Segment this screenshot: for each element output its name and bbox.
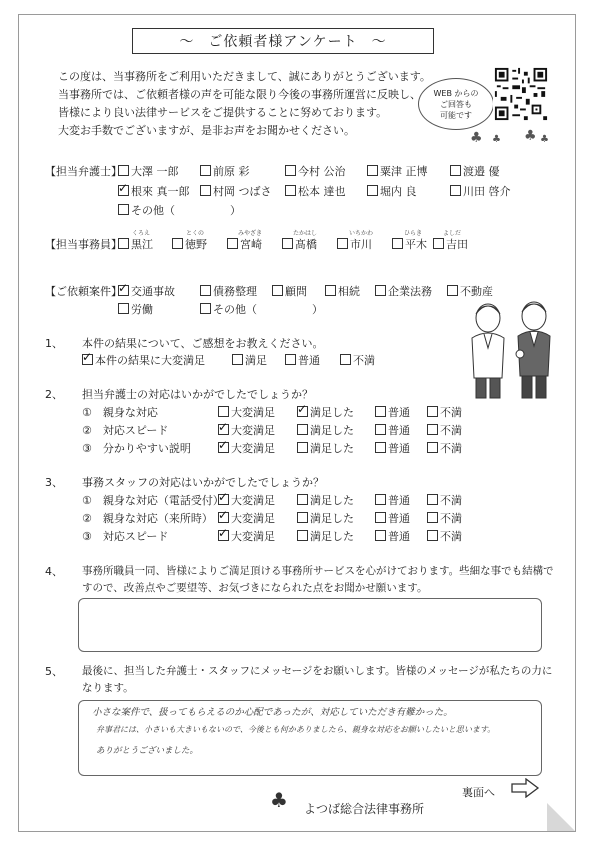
- staff-section-label: 【担当事務員】: [45, 238, 122, 251]
- checkbox[interactable]: [375, 285, 386, 296]
- checkbox[interactable]: [447, 285, 458, 296]
- handwritten-answer: ありがとうございました。: [96, 746, 199, 756]
- q3-option[interactable]: 満足した: [297, 492, 354, 508]
- q3-row-label: ② 親身な対応（来所時）: [82, 512, 213, 525]
- checkbox[interactable]: [200, 165, 211, 176]
- checkbox-checked[interactable]: [218, 512, 229, 523]
- ruby-text: みやざき: [238, 230, 263, 237]
- case-option[interactable]: 債務整理: [200, 283, 257, 299]
- question-text: すので、改善点やご要望等、お気づきになられた点をお聞かせ願います。: [82, 582, 428, 594]
- clover-icon: ♣: [492, 134, 501, 145]
- checkbox[interactable]: [297, 512, 308, 523]
- ruby-text: たかはし: [293, 230, 318, 237]
- q2-option[interactable]: 普通: [375, 404, 410, 420]
- clover-logo-icon: ♣: [270, 788, 288, 812]
- case-option[interactable]: 顧問: [272, 283, 307, 299]
- checkbox[interactable]: [375, 406, 386, 417]
- ruby-text: とくの: [186, 230, 205, 237]
- q3-option[interactable]: 普通: [375, 528, 410, 544]
- case-option[interactable]: 不動産: [447, 283, 493, 299]
- checkbox[interactable]: [427, 424, 438, 435]
- checkbox[interactable]: [367, 165, 378, 176]
- checkbox[interactable]: [427, 406, 438, 417]
- clover-icon: ♣: [470, 130, 483, 146]
- checkbox[interactable]: [282, 238, 293, 249]
- checkbox[interactable]: [297, 442, 308, 453]
- q2-option[interactable]: 不満: [427, 440, 462, 456]
- checkbox[interactable]: [285, 185, 296, 196]
- lawyer-option[interactable]: 大澤 一郎: [118, 163, 179, 179]
- checkbox[interactable]: [325, 285, 336, 296]
- question-text: 担当弁護士の対応はいかがでしたでしょうか？: [82, 388, 313, 401]
- staff-option[interactable]: 宮崎: [227, 236, 262, 252]
- checkbox[interactable]: [297, 494, 308, 505]
- lawyer-option[interactable]: 今村 公治: [285, 163, 346, 179]
- lawyers-illustration: [462, 298, 562, 400]
- question-text: なります。: [82, 682, 134, 694]
- checkbox[interactable]: [392, 238, 403, 249]
- q2-row-label: ③ 分かりやすい説明: [82, 442, 191, 455]
- staff-option[interactable]: 徳野: [172, 236, 207, 252]
- lawyer-option[interactable]: 松本 達也: [285, 183, 346, 199]
- question-number: 1、: [45, 337, 63, 350]
- q3-option[interactable]: 不満: [427, 510, 462, 526]
- q3-option[interactable]: ✓ 大変満足: [218, 510, 275, 526]
- checkbox[interactable]: [200, 285, 211, 296]
- question-number: 3、: [45, 476, 63, 489]
- q1-option[interactable]: 普通: [285, 352, 320, 368]
- clover-icon: ♣: [540, 134, 549, 145]
- checkbox-checked[interactable]: [118, 185, 129, 196]
- case-option-other[interactable]: その他（ ）: [200, 301, 323, 317]
- question-number: 5、: [45, 665, 63, 678]
- q2-option[interactable]: ✓ 大変満足: [218, 440, 275, 456]
- checkbox[interactable]: [118, 165, 129, 176]
- q3-row-label: ③ 対応スピード: [82, 530, 169, 543]
- q2-option[interactable]: 不満: [427, 404, 462, 420]
- qr-code[interactable]: [493, 66, 549, 122]
- checkbox-checked[interactable]: [218, 530, 229, 541]
- checkbox[interactable]: [450, 185, 461, 196]
- ruby-text: いちかわ: [349, 230, 374, 237]
- checkbox[interactable]: [427, 494, 438, 505]
- checkbox[interactable]: [375, 442, 386, 453]
- q1-option[interactable]: 不満: [340, 352, 375, 368]
- checkbox[interactable]: [375, 512, 386, 523]
- staff-option[interactable]: 平木: [392, 236, 427, 252]
- checkbox[interactable]: [218, 406, 229, 417]
- checkbox-checked[interactable]: [218, 424, 229, 435]
- checkbox[interactable]: [375, 424, 386, 435]
- web-answer-bubble: WEB からの ご回答も 可能です: [418, 78, 494, 130]
- q3-option[interactable]: ✓ 大変満足: [218, 492, 275, 508]
- case-option[interactable]: ✓ 交通事故: [118, 283, 175, 299]
- q2-option[interactable]: 普通: [375, 422, 410, 438]
- checkbox[interactable]: [118, 303, 129, 314]
- checkbox-checked[interactable]: [297, 406, 308, 417]
- checkbox[interactable]: [427, 442, 438, 453]
- checkbox[interactable]: [427, 530, 438, 541]
- q2-row-label: ② 対応スピード: [82, 424, 169, 437]
- checkbox[interactable]: [272, 285, 283, 296]
- checkbox[interactable]: [118, 238, 129, 249]
- checkbox[interactable]: [172, 238, 183, 249]
- handwritten-answer: 小さな案件で、扱ってもらえるのか心配であったが、対応していただき有難かった。: [92, 707, 453, 718]
- q2-option[interactable]: 大変満足: [218, 404, 275, 420]
- q3-option[interactable]: ✓ 大変満足: [218, 528, 275, 544]
- question-text: 本件の結果について、ご感想をお教えください。: [82, 337, 324, 350]
- question-text: 事務スタッフの対応はいかがでしたでしょうか？: [82, 476, 324, 489]
- question-text: 最後に、担当した弁護士・スタッフにメッセージをお願いします。皆様のメッセージが私たちの力に: [82, 665, 553, 677]
- intro-text: この度は、当事務所をご利用いただきまして、誠にありがとうございます。 当事務所では、ご依頼者様の声を可能な限り今後の事務所運営に反映し、 皆様により良い法律サービスをご提供することに努めております。 大変お手数でございますが、是非お声をお聞かせください。: [58, 70, 431, 137]
- case-option[interactable]: 企業法務: [375, 283, 432, 299]
- checkbox[interactable]: [285, 354, 296, 365]
- q2-option[interactable]: ✓ 大変満足: [218, 422, 275, 438]
- office-name: よつば総合法律事務所: [304, 802, 425, 816]
- checkbox[interactable]: [232, 354, 243, 365]
- question-number: 4、: [45, 565, 63, 578]
- checkbox[interactable]: [118, 204, 129, 215]
- lawyer-option[interactable]: 堀内 良: [367, 183, 417, 199]
- case-option[interactable]: 労働: [118, 301, 153, 317]
- checkbox-checked[interactable]: [218, 442, 229, 453]
- checkbox[interactable]: [337, 238, 348, 249]
- q2-option[interactable]: 不満: [427, 422, 462, 438]
- lawyer-option[interactable]: 村岡 つばさ: [200, 183, 272, 199]
- ruby-text: よしだ: [443, 230, 462, 237]
- lawyer-option[interactable]: ✓根來 真一郎: [118, 183, 190, 199]
- q4-answer-box[interactable]: [78, 598, 542, 652]
- q3-option[interactable]: 満足した: [297, 528, 354, 544]
- q3-option[interactable]: 不満: [427, 492, 462, 508]
- q2-option[interactable]: 普通: [375, 440, 410, 456]
- q3-option[interactable]: 普通: [375, 510, 410, 526]
- question-number: 2、: [45, 388, 63, 401]
- q2-row-label: ① 親身な対応: [82, 406, 158, 419]
- staff-option[interactable]: 髙橋: [282, 236, 317, 252]
- page-title: 〜 ご依頼者様アンケート 〜: [132, 28, 434, 54]
- case-option[interactable]: 相続: [325, 283, 360, 299]
- checkbox[interactable]: [450, 165, 461, 176]
- checkbox[interactable]: [433, 238, 444, 249]
- staff-option[interactable]: 市川: [337, 236, 372, 252]
- checkbox[interactable]: [375, 494, 386, 505]
- checkbox-checked[interactable]: [218, 494, 229, 505]
- checkbox[interactable]: [297, 424, 308, 435]
- back-page-label: 裏面へ: [462, 786, 495, 799]
- q3-row-label: ① 親身な対応（電話受付）: [82, 494, 224, 507]
- checkbox[interactable]: [367, 185, 378, 196]
- lawyer-option-other[interactable]: その他（ ）: [118, 202, 241, 218]
- q1-option[interactable]: ✓本件の結果に大変満足: [82, 352, 205, 368]
- checkbox[interactable]: [285, 165, 296, 176]
- checkbox[interactable]: [227, 238, 238, 249]
- arrow-right-icon: [510, 778, 540, 798]
- q3-option[interactable]: 不満: [427, 528, 462, 544]
- checkbox[interactable]: [340, 354, 351, 365]
- q2-option[interactable]: 満足した: [297, 422, 354, 438]
- checkbox[interactable]: [200, 303, 211, 314]
- staff-option[interactable]: 吉田: [433, 236, 468, 252]
- question-text: 事務所職員一同、皆様によりご満足頂ける事務所サービスを心がけております。些細な事でも結構で: [82, 565, 554, 577]
- checkbox[interactable]: [375, 530, 386, 541]
- clover-icon: ♣: [524, 128, 537, 144]
- page-fold: [547, 803, 575, 831]
- staff-option[interactable]: 黒江: [118, 236, 153, 252]
- lawyer-option[interactable]: 川田 啓介: [450, 183, 511, 199]
- q3-option[interactable]: 普通: [375, 492, 410, 508]
- lawyer-option[interactable]: 前原 彩: [200, 163, 250, 179]
- q3-option[interactable]: 満足した: [297, 510, 354, 526]
- q2-option[interactable]: 満足した: [297, 440, 354, 456]
- checkbox[interactable]: [200, 185, 211, 196]
- lawyer-option[interactable]: 渡邉 優: [450, 163, 500, 179]
- ruby-text: ひらき: [404, 230, 423, 237]
- case-section-label: 【ご依頼案件】: [45, 285, 122, 298]
- checkbox-checked[interactable]: [118, 285, 129, 296]
- q1-option[interactable]: 満足: [232, 352, 267, 368]
- ruby-text: くろえ: [132, 230, 151, 237]
- checkbox[interactable]: [427, 512, 438, 523]
- checkbox[interactable]: [297, 530, 308, 541]
- q2-option[interactable]: ✓ 満足した: [297, 404, 354, 420]
- lawyer-option[interactable]: 粟津 正博: [367, 163, 428, 179]
- lawyer-section-label: 【担当弁護士】: [45, 165, 122, 178]
- checkbox-checked[interactable]: [82, 354, 93, 365]
- handwritten-answer: 弁事君には、小さいも大きいもないので、今後とも何かありましたら、親身な対応をお願いしたいと思います。: [96, 725, 496, 734]
